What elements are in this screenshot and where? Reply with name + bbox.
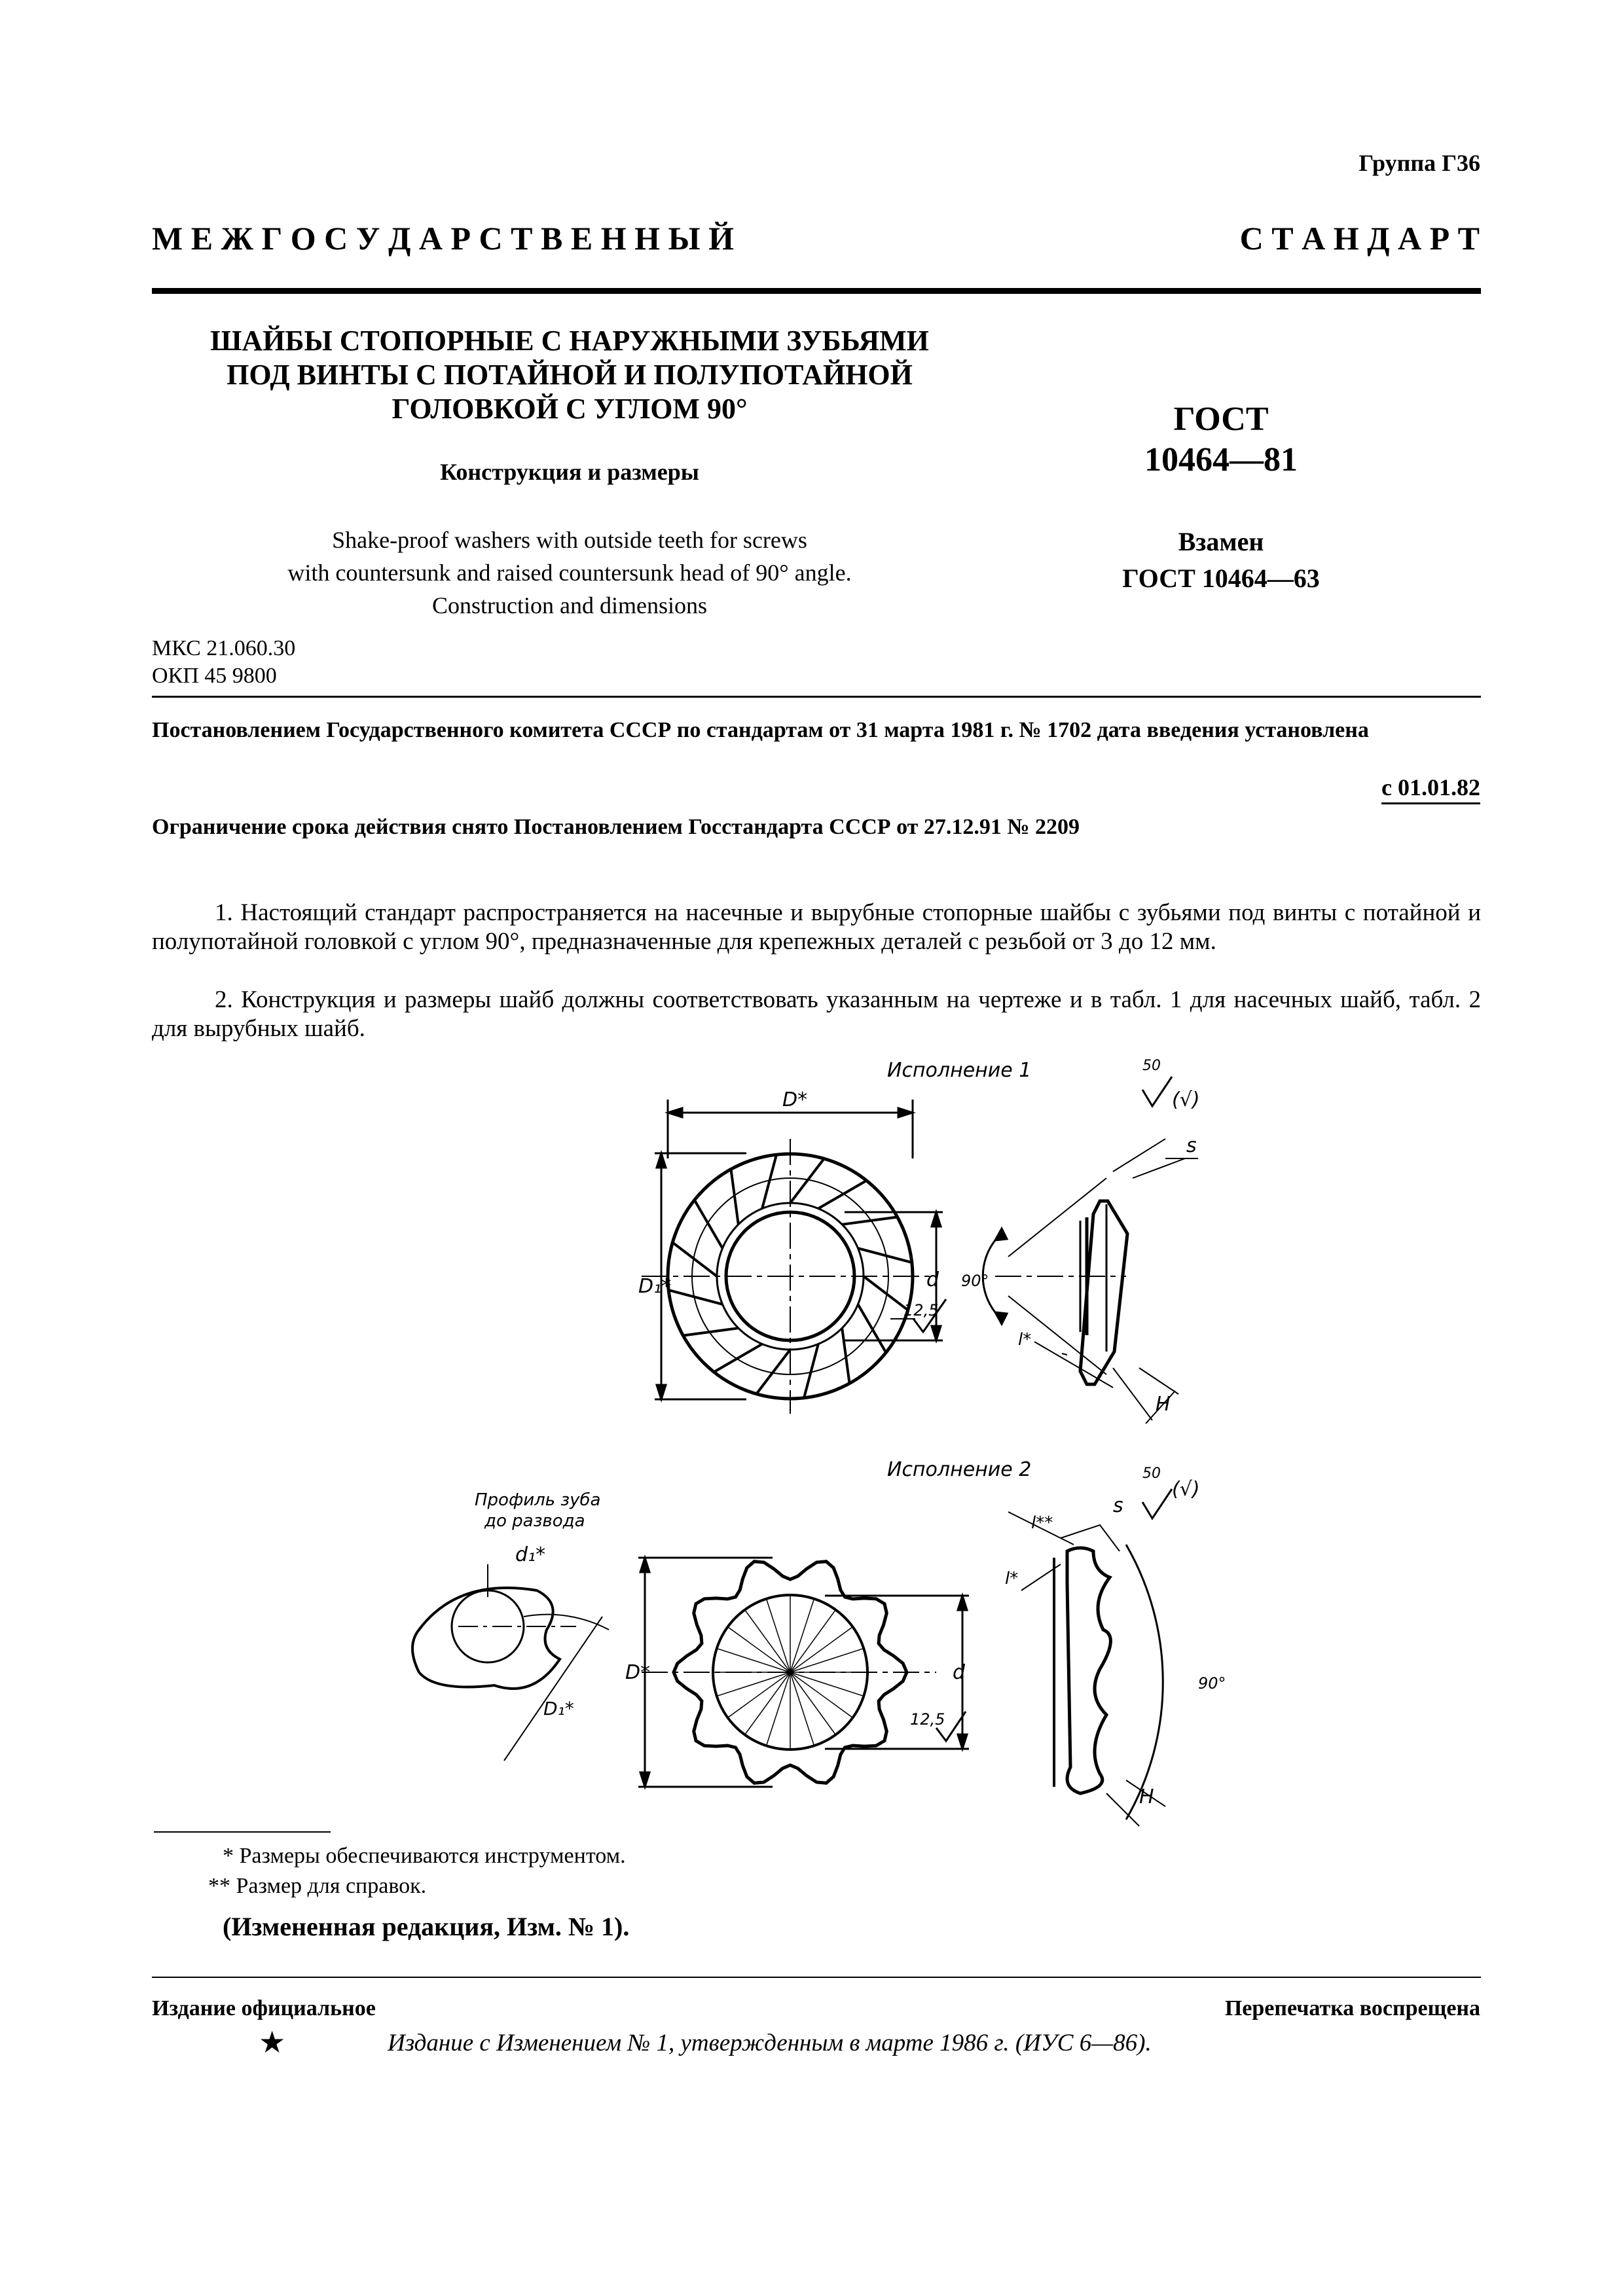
title-line: ПОД ВИНТЫ С ПОТАЙНОЙ И ПОЛУПОТАЙНОЙ	[227, 359, 913, 391]
tooth-profile-label-1: Профиль зуба	[475, 1490, 601, 1510]
title-english	[157, 524, 982, 622]
footnotes	[208, 1841, 626, 1901]
washer-drawing	[0, 1041, 1623, 1892]
roughness-paren-label: (√)	[1172, 1088, 1200, 1111]
dim-l3-label: l*	[1005, 1569, 1019, 1588]
mks-code: МКС 21.060.30	[152, 636, 296, 660]
classification-codes	[152, 635, 295, 690]
paragraph-2: 2. Конструкция и размеры шайб должны соответствовать указанным на чертеже и в табл. 1 для насечных шайб, табл. 2 для вырубных шайб.	[152, 986, 1481, 1042]
edition-note: Издание с Изменением № 1, утвержденным в марте 1986 г. (ИУС 6—86).	[388, 2030, 1152, 2056]
star-icon: ★	[259, 2026, 286, 2059]
heading-word-standard: С Т А Н Д А Р Т	[1239, 220, 1480, 257]
introduction-date: с 01.01.82	[1381, 774, 1480, 804]
replaces-block	[1074, 524, 1368, 597]
tooth-profile-label-2: до развода	[484, 1511, 585, 1531]
roughness-label: 12,5	[903, 1301, 939, 1319]
variant1-side-view	[983, 1077, 1198, 1424]
angle2-label: 90°	[1198, 1674, 1226, 1693]
official-edition: Издание официальное	[152, 1996, 376, 2020]
dim-d-label: d	[926, 1268, 939, 1291]
decree-text: Постановлением Государственного комитета СССР по стандартам от 31 марта 1981 г. № 1702 дата введения установлена	[152, 718, 1369, 742]
dim-H-label: H	[1156, 1393, 1171, 1416]
header-rule	[152, 288, 1481, 294]
gost-number-block	[1074, 399, 1368, 480]
angle-label: 90°	[961, 1272, 989, 1290]
okp-code: ОКП 45 9800	[152, 664, 277, 688]
paragraph-1: 1. Настоящий стандарт распространяется на насечные и вырубные стопорные шайбы с зубьями под винты с потайной и полупотайной головкой с углом 90°, предназначенные для крепежных деталей с резьбой от 3 до 12 мм.	[152, 899, 1481, 955]
footnote: * Размеры обеспечиваются инструментом.	[223, 1844, 626, 1868]
reprint-prohibited: Перепечатка воспрещена	[1224, 1996, 1480, 2020]
dim-s2-label: s	[1113, 1494, 1123, 1517]
dim-H2-label: H	[1139, 1785, 1154, 1808]
dim-l-label: l*	[1018, 1330, 1032, 1350]
interstate-standard-heading	[152, 219, 1480, 257]
replace-label: Взамен	[1178, 527, 1264, 556]
variant2-side-view	[1008, 1489, 1172, 1826]
group-code: Группа Г36	[1359, 150, 1480, 176]
footnote-rule	[154, 1831, 331, 1833]
title-line: ГОЛОВКОЙ С УГЛОМ 90°	[392, 393, 748, 425]
variant1-label: Исполнение 1	[887, 1059, 1032, 1082]
variant1-front-view	[642, 1100, 946, 1414]
footer-rule	[152, 1977, 1481, 1978]
replace-number: ГОСТ 10464—63	[1122, 564, 1320, 593]
roughness-top-label: 50	[1142, 1058, 1161, 1074]
decree-rule	[152, 696, 1481, 698]
dim-D1-label: D₁*	[638, 1275, 672, 1298]
subtitle-russian: Конструкция и размеры	[440, 459, 699, 485]
roughness2-top-label: 50	[1142, 1465, 1161, 1482]
title-russian	[157, 324, 982, 426]
title-en-line: Construction and dimensions	[432, 592, 707, 619]
gost-number: 10464—81	[1144, 441, 1298, 478]
dim-D2-label: D*	[625, 1661, 651, 1684]
title-en-line: with countersunk and raised countersunk head of 90° angle.	[287, 560, 852, 586]
dim-d1-label: d₁*	[515, 1543, 546, 1566]
dim-l2-label: l**	[1031, 1513, 1053, 1533]
roughness2-paren-label: (√)	[1172, 1478, 1200, 1501]
changed-edition-note: (Измененная редакция, Изм. № 1).	[223, 1912, 630, 1941]
title-line: ШАЙБЫ СТОПОРНЫЕ С НАРУЖНЫМИ ЗУБЬЯМИ	[210, 325, 929, 357]
footnote: ** Размер для справок.	[208, 1874, 427, 1898]
title-en-line: Shake-proof washers with outside teeth for screws	[332, 527, 807, 553]
dim-d2-label: d	[953, 1661, 966, 1684]
heading-word-interstate: М Е Ж Г О С У Д А Р С Т В Е Н Н Ы Й	[152, 220, 734, 257]
dim-D1-tooth-label: D₁*	[543, 1698, 574, 1719]
roughness2-label: 12,5	[910, 1710, 945, 1729]
gost-label: ГОСТ	[1173, 401, 1269, 438]
restriction-text: Ограничение срока действия снято Постановлением Госстандарта СССР от 27.12.91 № 2209	[152, 815, 1080, 839]
variant2-label: Исполнение 2	[887, 1458, 1032, 1481]
variant2-front-view	[638, 1558, 969, 1787]
dim-s-label: s	[1186, 1134, 1197, 1157]
tooth-profile-view	[412, 1564, 609, 1761]
dim-D-label: D*	[782, 1088, 808, 1111]
